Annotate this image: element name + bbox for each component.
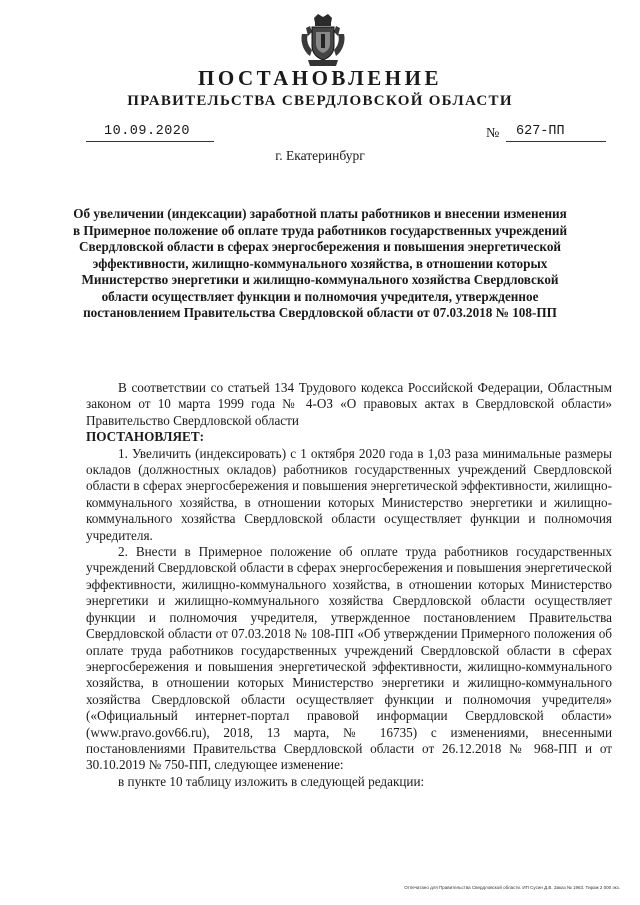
- preamble-paragraph: В соответствии со статьей 134 Трудового кодекса Российской Федерации, Областным законом от 10 марта 1999 года № 4-ОЗ «О правовых актах в Свердловской области» Правительство Свердловской области: [86, 380, 612, 428]
- document-number: 627-ПП: [516, 124, 565, 139]
- document-title: Об увеличении (индексации) заработной платы работников и внесении изменения в Примерное положение об оплате труда работников государственных учреждений Свердловской области в сферах энергосбережения и повышения энергетической эффективности, жилищно-коммунального хозяйства, в отношении которых Министерство энергетики и жилищно-коммунального хозяйства Свердловской области осуществляет функции и полномочия учредителя, утвержденное постановлением Правительства Свердловской области от 07.03.2018 № 108-ПП: [72, 206, 568, 320]
- date-underline: [86, 141, 214, 142]
- print-note: Отпечатано для Правительства Свердловской области. ИП Сусин Д.В. Заказ № 1963. Тираж 2 000 экз.: [404, 885, 620, 890]
- item-1-paragraph: 1. Увеличить (индексировать) с 1 октября 2020 года в 1,03 раза минимальные размеры окладов (должностных окладов) работников государственных учреждений Свердловской области в сферах энергосбережения и повышения энергетической эффективности, жилищно-коммунального хозяйства, в отношении которых Министерство энергетики и жилищно-коммунального хозяйства Свердловской области осуществляет функции и полномочия учредителя.: [86, 445, 612, 543]
- number-underline: [506, 141, 606, 142]
- issuer-heading: ПРАВИТЕЛЬСТВА СВЕРДЛОВСКОЙ ОБЛАСТИ: [127, 93, 513, 109]
- item-2-subparagraph: в пункте 10 таблицу изложить в следующей редакции:: [118, 773, 425, 789]
- item-2-paragraph: 2. Внести в Примерное положение об оплате труда работников государственных учреждений Свердловской области в сферах энергосбережения и повышения энергетической эффективности, жилищно-коммунального хозяйства, в отношении которых Министерство энергетики и жилищно-коммунального хозяйства Свердловской области осуществляет функции и полномочия учредителя, утвержденное постановлением Правительства Свердловской области от 07.03.2018 № 108-ПП «Об утверждении Примерного положения об оплате труда работников государственных учреждений Свердловской области в сферах энергосбережения и повышения энергетической эффективности, жилищно-коммунального хозяйства, в отношении которых Министерство энергетики и жилищно-коммунального хозяйства Свердловской области осуществляет функции и полномочия учредителя» («Официальный интернет-портал правовой информации Свердловской области» (www.pravo.gov66.ru), 2018, 13 марта, № 16735) с изменениями, внесенными постановлениями Правительства Свердловской области от 26.12.2018 № 968-ПП и от 30.10.2019 № 750-ПП, следующее изменение:: [86, 544, 612, 773]
- resolve-heading: ПОСТАНОВЛЯЕТ:: [86, 429, 205, 445]
- coat-of-arms-icon: [300, 14, 346, 68]
- number-sign: №: [486, 126, 500, 141]
- document-body: [86, 380, 612, 790]
- document-type-heading: ПОСТАНОВЛЕНИЕ: [198, 66, 442, 90]
- city: г. Екатеринбург: [275, 148, 365, 163]
- document-date: 10.09.2020: [104, 124, 191, 139]
